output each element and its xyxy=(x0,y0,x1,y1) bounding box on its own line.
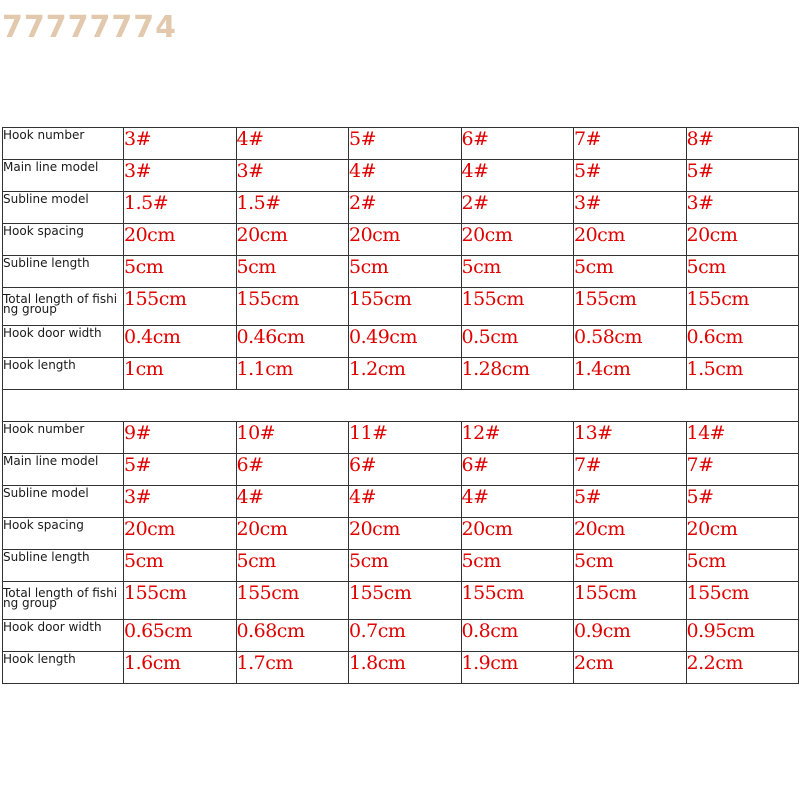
table-cell: 5cm xyxy=(349,256,462,288)
table-cell: 0.49cm xyxy=(349,326,462,358)
table-cell: 20cm xyxy=(461,224,574,256)
table-row xyxy=(3,652,799,684)
row-label: Hook spacing xyxy=(3,518,124,550)
table-cell: 5cm xyxy=(461,550,574,582)
row-label: Total length of fishing group xyxy=(3,288,124,326)
row-label: Main line model xyxy=(3,454,124,486)
table-row xyxy=(3,518,799,550)
table-cell: 5# xyxy=(574,160,687,192)
table-cell: 0.68cm xyxy=(236,620,349,652)
table-cell: 155cm xyxy=(236,582,349,620)
table-row xyxy=(3,486,799,518)
table-cell: 20cm xyxy=(574,224,687,256)
table-cell: 1.7cm xyxy=(236,652,349,684)
table-cell: 4# xyxy=(461,486,574,518)
table-spacer-row xyxy=(3,390,799,422)
table-cell: 20cm xyxy=(236,224,349,256)
table-row xyxy=(3,454,799,486)
table-cell: 4# xyxy=(236,486,349,518)
table-cell: 0.46cm xyxy=(236,326,349,358)
table-cell: 5cm xyxy=(686,550,799,582)
row-label: Hook number xyxy=(3,128,124,160)
table-cell: 6# xyxy=(461,128,574,160)
row-label: Subline length xyxy=(3,256,124,288)
table-cell: 155cm xyxy=(461,288,574,326)
table-cell: 20cm xyxy=(349,518,462,550)
table-cell: 3# xyxy=(236,160,349,192)
table-cell: 14# xyxy=(686,422,799,454)
table-cell: 155cm xyxy=(686,582,799,620)
table-cell: 5cm xyxy=(461,256,574,288)
table-cell: 155cm xyxy=(124,288,237,326)
table-cell: 155cm xyxy=(574,288,687,326)
table-cell: 3# xyxy=(686,192,799,224)
row-label: Hook length xyxy=(3,652,124,684)
table-cell: 20cm xyxy=(574,518,687,550)
table-cell: 5# xyxy=(124,454,237,486)
table-cell: 7# xyxy=(574,128,687,160)
table-cell: 1.5cm xyxy=(686,358,799,390)
table-cell: 6# xyxy=(461,454,574,486)
table-cell: 1.2cm xyxy=(349,358,462,390)
table-cell: 155cm xyxy=(124,582,237,620)
row-label: Hook length xyxy=(3,358,124,390)
table-cell: 1.6cm xyxy=(124,652,237,684)
table-cell: 1.8cm xyxy=(349,652,462,684)
table-cell: 1.9cm xyxy=(461,652,574,684)
row-label: Main line model xyxy=(3,160,124,192)
table-cell: 5cm xyxy=(574,550,687,582)
hook-spec-table xyxy=(2,127,799,684)
table-cell: 1.5# xyxy=(236,192,349,224)
table-cell: 155cm xyxy=(349,288,462,326)
table-cell: 5cm xyxy=(124,256,237,288)
table-cell: 20cm xyxy=(461,518,574,550)
table-cell: 5cm xyxy=(574,256,687,288)
table-cell: 4# xyxy=(461,160,574,192)
table-cell: 155cm xyxy=(349,582,462,620)
table-row xyxy=(3,358,799,390)
table-cell: 0.9cm xyxy=(574,620,687,652)
table-cell: 3# xyxy=(574,192,687,224)
table-cell: 1.1cm xyxy=(236,358,349,390)
table-row xyxy=(3,550,799,582)
table-cell: 20cm xyxy=(686,518,799,550)
table-cell: 1.28cm xyxy=(461,358,574,390)
table-cell: 2# xyxy=(349,192,462,224)
table-cell: 20cm xyxy=(236,518,349,550)
table-cell: 3# xyxy=(124,128,237,160)
table-cell: 12# xyxy=(461,422,574,454)
table-cell: 10# xyxy=(236,422,349,454)
table-cell: 9# xyxy=(124,422,237,454)
row-label: Subline model xyxy=(3,486,124,518)
row-label: Total length of fishing group xyxy=(3,582,124,620)
table-cell: 4# xyxy=(349,160,462,192)
table-row xyxy=(3,256,799,288)
table-cell: 7# xyxy=(574,454,687,486)
table-cell: 3# xyxy=(124,486,237,518)
table-cell: 0.8cm xyxy=(461,620,574,652)
table-cell: 1.4cm xyxy=(574,358,687,390)
table-cell: 20cm xyxy=(124,518,237,550)
row-label: Hook door width xyxy=(3,326,124,358)
table-cell: 155cm xyxy=(461,582,574,620)
table-cell: 7# xyxy=(686,454,799,486)
table-cell: 5cm xyxy=(236,550,349,582)
table-cell: 5# xyxy=(574,486,687,518)
table-row xyxy=(3,582,799,620)
row-label: Hook door width xyxy=(3,620,124,652)
row-label: Subline model xyxy=(3,192,124,224)
table-cell: 13# xyxy=(574,422,687,454)
row-label: Subline length xyxy=(3,550,124,582)
table-cell: 5cm xyxy=(124,550,237,582)
table-cell: 5# xyxy=(349,128,462,160)
table-row xyxy=(3,192,799,224)
table-cell: 20cm xyxy=(124,224,237,256)
table-cell: 2# xyxy=(461,192,574,224)
spacer-cell xyxy=(3,390,799,422)
table-cell: 155cm xyxy=(686,288,799,326)
table-cell: 4# xyxy=(236,128,349,160)
table-cell: 5cm xyxy=(236,256,349,288)
table-cell: 0.5cm xyxy=(461,326,574,358)
table-cell: 6# xyxy=(349,454,462,486)
table-cell: 0.65cm xyxy=(124,620,237,652)
table-row xyxy=(3,620,799,652)
table-cell: 0.7cm xyxy=(349,620,462,652)
table-cell: 2.2cm xyxy=(686,652,799,684)
table-cell: 0.58cm xyxy=(574,326,687,358)
table-cell: 6# xyxy=(236,454,349,486)
row-label: Hook number xyxy=(3,422,124,454)
table-row xyxy=(3,224,799,256)
table-cell: 2cm xyxy=(574,652,687,684)
table-cell: 4# xyxy=(349,486,462,518)
table-cell: 155cm xyxy=(236,288,349,326)
table-row xyxy=(3,128,799,160)
table-row xyxy=(3,160,799,192)
table-row xyxy=(3,326,799,358)
table-cell: 0.4cm xyxy=(124,326,237,358)
row-label: Hook spacing xyxy=(3,224,124,256)
watermark-text: 77777774 xyxy=(2,10,177,45)
table-cell: 0.95cm xyxy=(686,620,799,652)
spec-table-body xyxy=(3,128,799,684)
table-cell: 20cm xyxy=(349,224,462,256)
table-cell: 5cm xyxy=(686,256,799,288)
table-cell: 5# xyxy=(686,160,799,192)
table-row xyxy=(3,288,799,326)
table-cell: 3# xyxy=(124,160,237,192)
table-cell: 5cm xyxy=(349,550,462,582)
table-cell: 5# xyxy=(686,486,799,518)
table-cell: 1.5# xyxy=(124,192,237,224)
table-cell: 8# xyxy=(686,128,799,160)
table-cell: 11# xyxy=(349,422,462,454)
table-cell: 0.6cm xyxy=(686,326,799,358)
table-row xyxy=(3,422,799,454)
table-cell: 1cm xyxy=(124,358,237,390)
table-cell: 20cm xyxy=(686,224,799,256)
table-cell: 155cm xyxy=(574,582,687,620)
